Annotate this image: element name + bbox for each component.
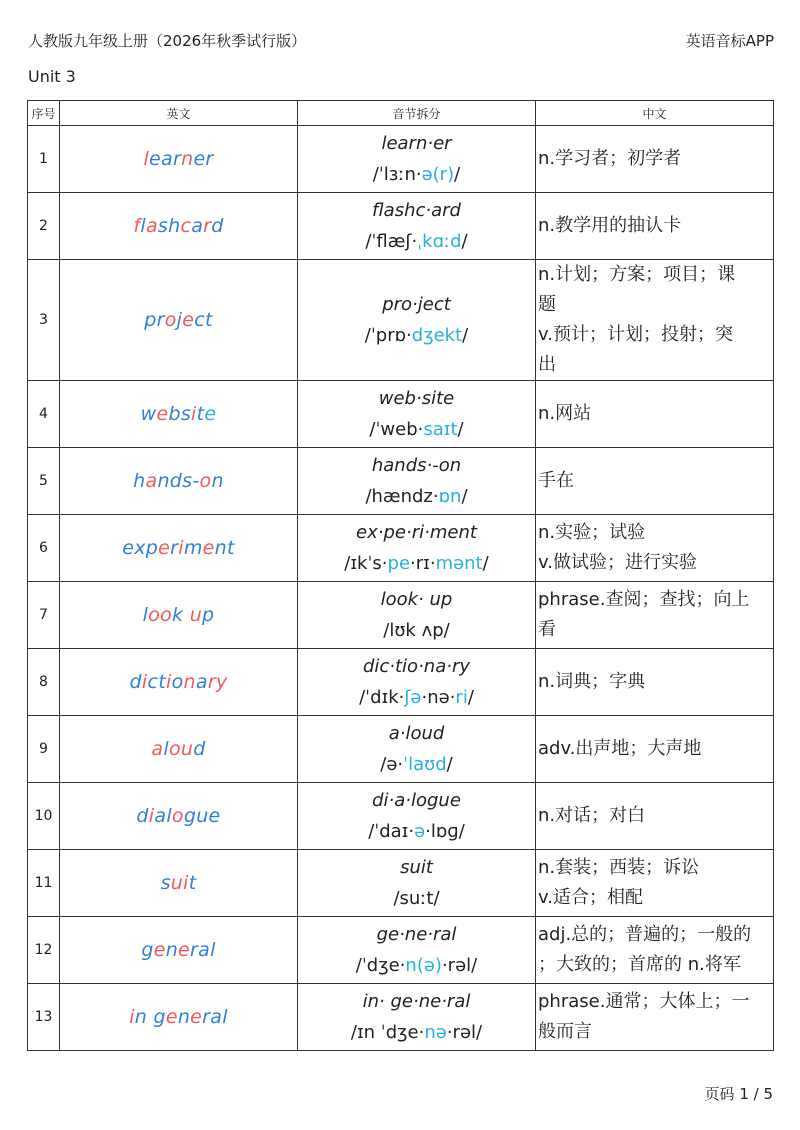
word-segment: gue [183, 805, 221, 827]
english-word [60, 783, 298, 850]
phonetic-segment: / [467, 687, 474, 708]
table-row [28, 126, 774, 193]
syllable-line [298, 785, 535, 816]
word-segment: f [133, 215, 141, 237]
column-header-chinese: 中文 [536, 101, 774, 126]
word-segment: t [188, 872, 197, 894]
word-segment: a [145, 470, 158, 492]
syllable-segment: suit [400, 857, 433, 878]
chinese-meaning [536, 917, 774, 984]
syllable-segment: flashc· [372, 200, 432, 221]
phonetic-segment: ˌkɑːd [417, 231, 462, 252]
phonetic-segment: /ˈlɜːn· [372, 164, 422, 185]
chinese-meaning [536, 582, 774, 649]
table-row [28, 783, 774, 850]
english-word [60, 649, 298, 716]
chinese-meaning [536, 260, 774, 381]
syllable-segment: ard [431, 200, 461, 221]
word-segment: a [145, 215, 158, 237]
word-segment: g [141, 939, 154, 961]
syllable-split [298, 448, 536, 515]
phonetic-segment: /ˈweb· [369, 419, 424, 440]
word-segment: r [207, 671, 216, 693]
phonetic-line [298, 1017, 535, 1048]
word-segment: o [171, 671, 184, 693]
phonetic-line [298, 320, 535, 351]
word-segment: u [189, 604, 203, 626]
row-number: 12 [28, 917, 60, 984]
phonetic-segment: / [454, 164, 461, 185]
phonetic-segment: ·lɒɡ/ [425, 821, 465, 842]
word-segment: a [151, 738, 164, 760]
english-word [60, 193, 298, 260]
phonetic-line [298, 226, 535, 257]
phonetic-segment: /ˈdɪk· [359, 687, 405, 708]
phonetic-segment: /ɪn ˈdʒe· [350, 1022, 425, 1043]
vocabulary-table [27, 100, 774, 1051]
syllable-segment: ne [404, 924, 428, 945]
word-segment: n [177, 1006, 191, 1028]
syllable-segment: er [433, 133, 452, 154]
chinese-meaning [536, 381, 774, 448]
word-segment: n [183, 671, 196, 693]
syllable-split [298, 381, 536, 448]
word-segment: oo [148, 604, 173, 626]
word-segment: k [172, 604, 190, 626]
meaning-line: n.网站 [538, 403, 592, 424]
meaning-line: adj.总的；普遍的；一般的 [538, 924, 752, 945]
phonetic-line [298, 414, 535, 445]
word-segment: e [178, 939, 191, 961]
chinese-meaning [536, 515, 774, 582]
phonetic-line [298, 950, 535, 981]
syllable-split [298, 126, 536, 193]
row-number: 7 [28, 582, 60, 649]
word-segment: ct [194, 309, 213, 331]
meaning-line: phrase.查阅；查找；向上 [538, 589, 750, 610]
word-segment: r [170, 537, 179, 559]
english-word [60, 448, 298, 515]
syllable-line [298, 718, 535, 749]
word-segment: d [211, 215, 224, 237]
word-segment: er [193, 148, 214, 170]
phonetic-segment: ɒn [438, 486, 462, 507]
syllable-line [298, 919, 535, 950]
syllable-segment: ·ral [427, 924, 457, 945]
syllable-segment: site [421, 388, 455, 409]
table-row [28, 582, 774, 649]
page-number: 页码 1 / 5 [704, 1085, 773, 1103]
row-number: 6 [28, 515, 60, 582]
syllable-segment: learn· [381, 133, 434, 154]
syllable-segment: ·ral [441, 991, 471, 1012]
syllable-line [298, 383, 535, 414]
row-number: 13 [28, 984, 60, 1051]
phonetic-line [298, 682, 535, 713]
meaning-line: 题 [538, 294, 556, 315]
syllable-segment: tio [395, 656, 419, 677]
word-segment: e [182, 309, 195, 331]
row-number: 8 [28, 649, 60, 716]
row-number: 5 [28, 448, 60, 515]
table-row [28, 649, 774, 716]
syllable-segment: dic· [362, 656, 395, 677]
row-number: 9 [28, 716, 60, 783]
word-segment: l [163, 738, 169, 760]
row-number: 4 [28, 381, 60, 448]
phonetic-segment: /lʊk ʌp/ [383, 620, 450, 641]
word-segment: n [181, 148, 194, 170]
word-segment: a [191, 215, 204, 237]
phonetic-line [298, 159, 535, 190]
syllable-line [298, 128, 535, 159]
syllable-split [298, 649, 536, 716]
syllable-split [298, 193, 536, 260]
word-segment: n [165, 939, 179, 961]
syllable-segment: look· up [380, 589, 453, 610]
phonetic-segment: ˈlaʊd [403, 754, 447, 775]
phonetic-segment: dʒekt [411, 325, 463, 346]
meaning-line: 般而言 [538, 1021, 592, 1042]
word-segment: ral [202, 1006, 228, 1028]
syllable-line [298, 195, 535, 226]
english-word [60, 515, 298, 582]
table-row [28, 193, 774, 260]
syllable-line [298, 584, 535, 615]
phonetic-segment: /ˈflæʃ· [365, 231, 418, 252]
phonetic-segment: /ɪkˈs· [344, 553, 388, 574]
syllable-segment: a· [388, 723, 406, 744]
meaning-line: n.词典；字典 [538, 671, 646, 692]
syllable-split [298, 515, 536, 582]
syllable-split [298, 850, 536, 917]
phonetic-line [298, 481, 535, 512]
word-segment: i [129, 1006, 135, 1028]
chinese-meaning [536, 783, 774, 850]
word-segment: j [176, 309, 183, 331]
phonetic-segment: ə [414, 821, 426, 842]
phonetic-segment: ·rɪ· [410, 553, 436, 574]
phonetic-segment: / [461, 486, 468, 507]
meaning-line: n.学习者；初学者 [538, 148, 682, 169]
word-segment: i [165, 671, 172, 693]
word-segment: a [195, 671, 208, 693]
phonetic-segment: / [461, 231, 468, 252]
word-segment: e [204, 403, 217, 425]
phonetic-segment: nə [424, 1022, 447, 1043]
table-row [28, 448, 774, 515]
syllable-segment: ne [418, 991, 442, 1012]
column-header-number: 序号 [28, 101, 60, 126]
phonetic-segment: pe [387, 553, 411, 574]
row-number: 10 [28, 783, 60, 850]
row-number: 11 [28, 850, 60, 917]
syllable-segment: di· [372, 790, 395, 811]
chinese-meaning [536, 850, 774, 917]
phonetic-segment: ·nə· [421, 687, 456, 708]
word-segment: e [158, 537, 171, 559]
unit-label: Unit 3 [28, 67, 76, 86]
phonetic-segment: ə(r) [421, 164, 455, 185]
english-word [60, 984, 298, 1051]
meaning-line: n.教学用的抽认卡 [538, 215, 682, 236]
word-segment: exp [122, 537, 159, 559]
word-segment: m [183, 537, 203, 559]
row-number: 3 [28, 260, 60, 381]
syllable-line [298, 852, 535, 883]
meaning-line: v.适合；相配 [538, 887, 643, 908]
phonetic-line [298, 615, 535, 646]
syllable-segment: ment [429, 522, 477, 543]
syllable-line [298, 517, 535, 548]
meaning-line: n.套装；西装；诉讼 [538, 857, 700, 878]
phonetic-segment: ʃə [404, 687, 422, 708]
word-segment: i [191, 403, 197, 425]
table-header-row [28, 101, 774, 126]
meaning-line: v.预计；计划；投射；突 [538, 324, 733, 345]
word-segment: i [141, 671, 148, 693]
meaning-line: 出 [538, 354, 556, 375]
phonetic-segment: /ˈdʒe· [355, 955, 406, 976]
phonetic-segment: /ə· [380, 754, 404, 775]
chinese-meaning [536, 126, 774, 193]
word-segment: s [160, 872, 171, 894]
syllable-segment: web· [378, 388, 422, 409]
word-segment: ou [168, 738, 194, 760]
phonetic-segment: /suːt/ [393, 888, 440, 909]
english-word [60, 582, 298, 649]
phonetic-segment: mənt [435, 553, 483, 574]
phonetic-segment: / [462, 325, 469, 346]
word-segment: o [199, 470, 212, 492]
word-segment: al [154, 805, 172, 827]
word-segment: e [190, 1006, 203, 1028]
word-segment: ral [190, 939, 216, 961]
phonetic-segment: / [446, 754, 453, 775]
meaning-line: n.实验；试验 [538, 522, 646, 543]
word-segment: p [202, 604, 215, 626]
english-word [60, 917, 298, 984]
meaning-line: ；大致的；首席的 n.将军 [538, 954, 741, 975]
word-segment: nt [214, 537, 235, 559]
syllable-segment: hands· [371, 455, 433, 476]
document-title: 人教版九年级上册（2026年秋季试行版） [28, 32, 307, 50]
syllable-segment: ·na· [418, 656, 452, 677]
english-word [60, 126, 298, 193]
table-body [28, 126, 774, 1051]
phonetic-segment: n(ə) [405, 955, 442, 976]
word-segment: c [180, 215, 192, 237]
meaning-line: n.计划；方案；项目；课 [538, 264, 736, 285]
chinese-meaning [536, 448, 774, 515]
meaning-line: n.对话；对白 [538, 805, 646, 826]
word-segment: h [133, 470, 146, 492]
table-row [28, 716, 774, 783]
word-segment: d [129, 671, 142, 693]
word-segment: d [136, 805, 149, 827]
syllable-segment: loud [405, 723, 445, 744]
chinese-meaning [536, 193, 774, 260]
phonetic-segment: ·rəl/ [441, 955, 478, 976]
chinese-meaning [536, 649, 774, 716]
english-word [60, 260, 298, 381]
chinese-meaning [536, 984, 774, 1051]
phonetic-segment: /ˈdaɪ· [368, 821, 415, 842]
table-row [28, 984, 774, 1051]
word-segment: pr [144, 309, 165, 331]
word-segment: nds- [157, 470, 200, 492]
syllable-segment: ject [417, 294, 451, 315]
phonetic-segment: /ˈprɒ· [364, 325, 412, 346]
word-segment: e [165, 1006, 178, 1028]
syllable-segment: -on [432, 455, 462, 476]
word-segment: sh [157, 215, 181, 237]
word-segment: bs [168, 403, 192, 425]
word-segment: e [156, 403, 169, 425]
phonetic-segment: ·rəl/ [446, 1022, 483, 1043]
syllable-line [298, 450, 535, 481]
meaning-line: phrase.通常；大体上；一 [538, 991, 750, 1012]
word-segment: e [202, 537, 215, 559]
phonetic-segment: ri [455, 687, 468, 708]
phonetic-line [298, 749, 535, 780]
word-segment: l [140, 215, 146, 237]
syllable-split [298, 716, 536, 783]
word-segment: i [148, 805, 155, 827]
column-header-english: 英文 [60, 101, 298, 126]
english-word [60, 850, 298, 917]
syllable-split [298, 783, 536, 850]
word-segment: ct [147, 671, 166, 693]
phonetic-segment: / [457, 419, 464, 440]
word-segment: n g [134, 1006, 166, 1028]
word-segment: d [193, 738, 206, 760]
word-segment: l [142, 604, 149, 626]
table-row [28, 381, 774, 448]
meaning-line: 看 [538, 619, 556, 640]
column-header-syllables: 音节拆分 [298, 101, 536, 126]
syllable-line [298, 651, 535, 682]
meaning-line: adv.出声地；大声地 [538, 738, 702, 759]
table-row [28, 917, 774, 984]
phonetic-line [298, 548, 535, 579]
syllable-segment: ry [451, 656, 471, 677]
word-segment: l [143, 148, 150, 170]
word-segment: i [178, 537, 184, 559]
word-segment: o [171, 805, 184, 827]
table-row [28, 515, 774, 582]
phonetic-line [298, 816, 535, 847]
word-segment: o [164, 309, 177, 331]
syllable-split [298, 917, 536, 984]
row-number: 2 [28, 193, 60, 260]
syllable-line [298, 289, 535, 320]
meaning-line: 手在 [538, 470, 574, 491]
syllable-split [298, 582, 536, 649]
english-word [60, 381, 298, 448]
meaning-line: v.做试验；进行实验 [538, 552, 697, 573]
phonetic-segment: / [482, 553, 489, 574]
phonetic-line [298, 883, 535, 914]
word-segment: ui [170, 872, 189, 894]
syllable-split [298, 984, 536, 1051]
word-segment: ear [149, 148, 182, 170]
word-segment: w [140, 403, 157, 425]
word-segment: e [153, 939, 166, 961]
phonetic-segment: /hændz· [365, 486, 439, 507]
chinese-meaning [536, 716, 774, 783]
word-segment: r [203, 215, 212, 237]
phonetic-segment: saɪt [423, 419, 458, 440]
row-number: 1 [28, 126, 60, 193]
word-segment: n [211, 470, 224, 492]
table-row [28, 260, 774, 381]
app-name: 英语音标APP [685, 32, 774, 50]
table-row [28, 850, 774, 917]
syllable-segment: ex· [356, 522, 384, 543]
syllable-segment: pro· [382, 294, 418, 315]
syllable-segment: ·ri· [406, 522, 430, 543]
english-word [60, 716, 298, 783]
word-segment: y [215, 671, 228, 693]
syllable-segment: ·logue [405, 790, 461, 811]
syllable-segment: a [394, 790, 406, 811]
syllable-split [298, 260, 536, 381]
word-segment: t [196, 403, 205, 425]
syllable-segment: in· ge· [362, 991, 419, 1012]
syllable-line [298, 986, 535, 1017]
syllable-segment: pe [383, 522, 406, 543]
syllable-segment: ge· [376, 924, 405, 945]
